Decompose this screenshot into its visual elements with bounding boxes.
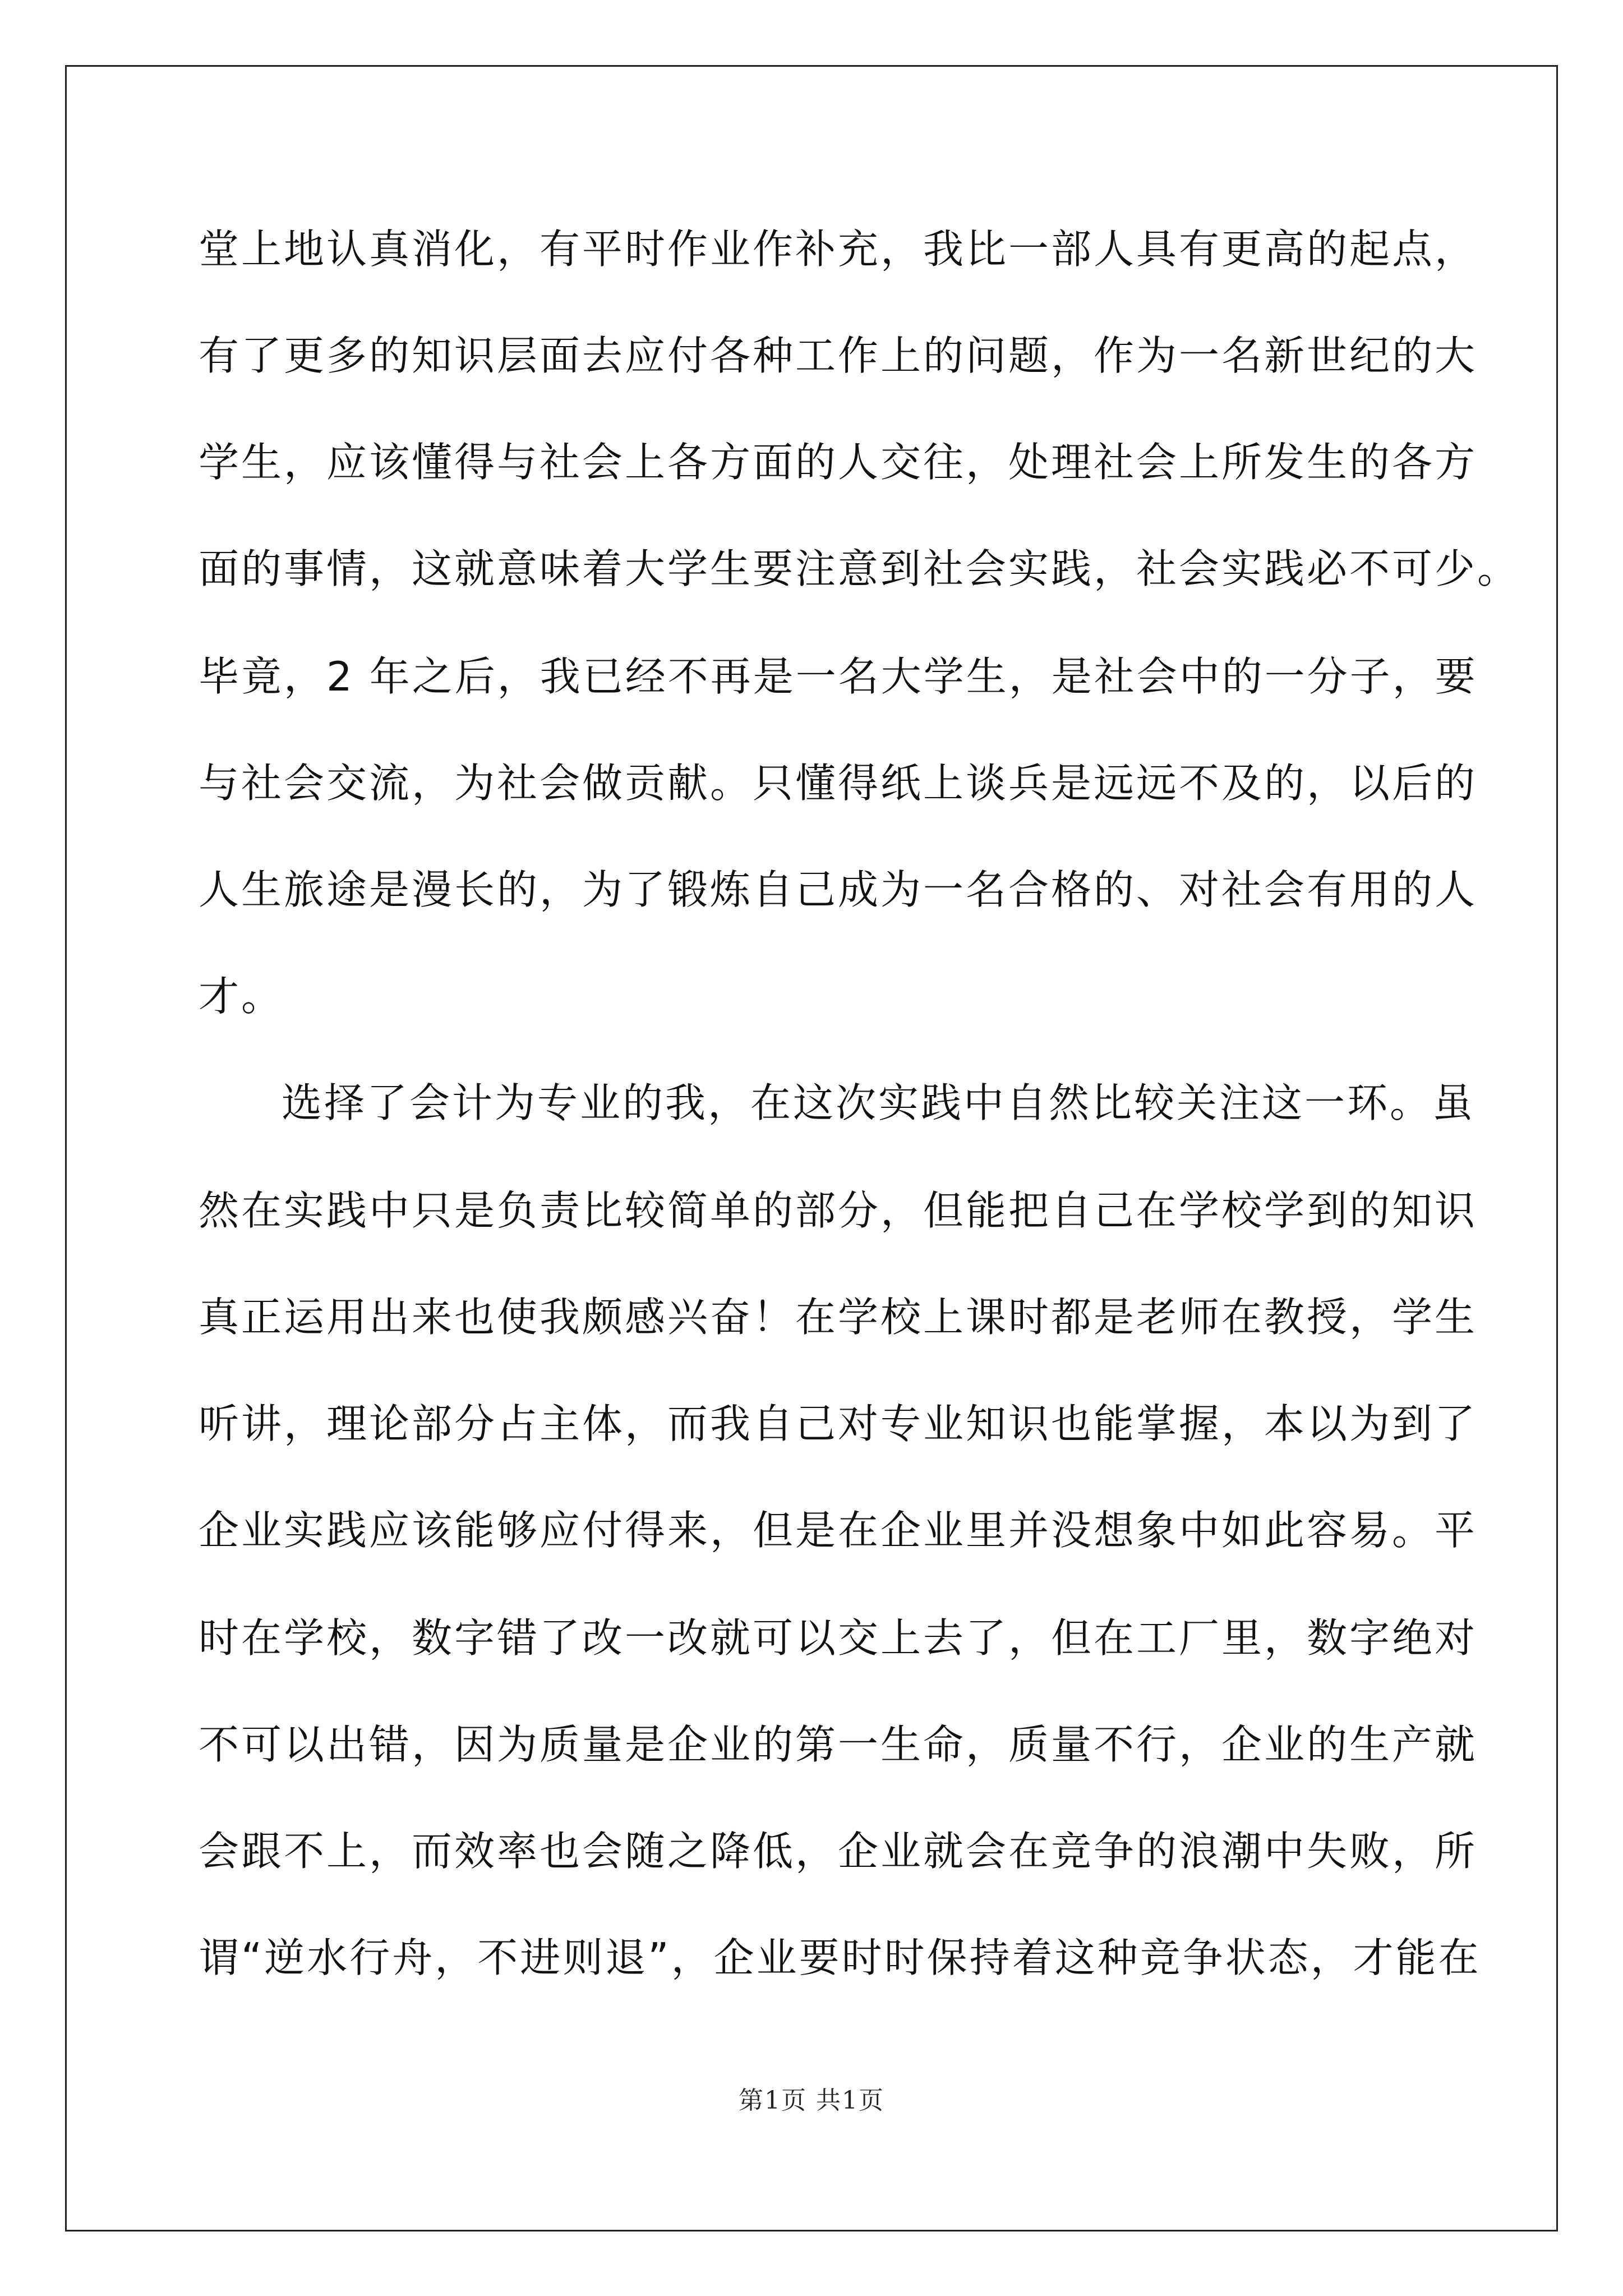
text-line: 谓“逆水行舟，不进则退”，企业要时时保持着这种竞争状态，才能在: [199, 1934, 1481, 1981]
text-line: 有了更多的知识层面去应付各种工作上的问题，作为一名新世纪的大: [199, 332, 1478, 379]
text-line: 面的事情，这就意味着大学生要注意到社会实践，社会实践必不可少。: [199, 545, 1520, 592]
page-number-footer: 第1页 共1页: [739, 2086, 884, 2115]
text-line: 会跟不上，而效率也会随之降低，企业就会在竞争的浪潮中失败，所: [199, 1828, 1478, 1875]
text-line: 人生旅途是漫长的，为了锻炼自己成为一名合格的、对社会有用的人: [199, 866, 1478, 913]
text-line: 选择了会计为专业的我，在这次实践中自然比较关注这一环。虽: [282, 1079, 1476, 1126]
text-line: 毕竟，2 年之后，我已经不再是一名大学生，是社会中的一分子，要: [199, 653, 1478, 700]
text-line: 企业实践应该能够应付得来，但是在企业里并没想象中如此容易。平: [199, 1507, 1478, 1554]
text-line: 时在学校，数字错了改一改就可以交上去了，但在工厂里，数字绝对: [199, 1614, 1478, 1662]
text-line: 真正运用出来也使我颇感兴奋！在学校上课时都是老师在教授，学生: [199, 1294, 1478, 1341]
text-line: 然在实践中只是负责比较简单的部分，但能把自己在学校学到的知识: [199, 1187, 1478, 1234]
text-line: 听讲，理论部分占主体，而我自己对专业知识也能掌握，本以为到了: [199, 1400, 1478, 1447]
text-line: 不可以出错，因为质量是企业的第一生命，质量不行，企业的生产就: [199, 1721, 1478, 1768]
text-line: 才。: [199, 973, 284, 1020]
page-border: [65, 65, 1558, 2231]
text-line: 堂上地认真消化，有平时作业作补充，我比一部人具有更高的起点，: [199, 226, 1478, 273]
text-line: 学生，应该懂得与社会上各方面的人交往，处理社会上所发生的各方: [199, 439, 1478, 486]
text-line: 与社会交流，为社会做贡献。只懂得纸上谈兵是远远不及的，以后的: [199, 760, 1478, 807]
